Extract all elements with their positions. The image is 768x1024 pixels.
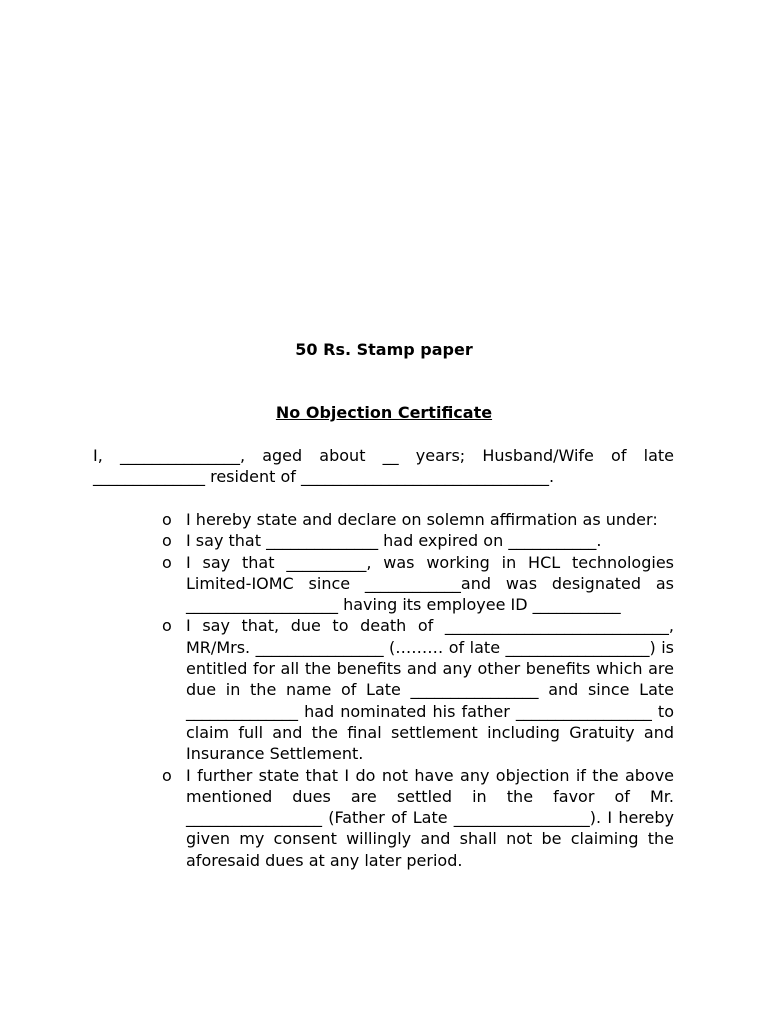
certificate-title: No Objection Certificate — [275, 403, 493, 422]
declaration-item — [0, 552, 674, 616]
declaration-item — [0, 530, 674, 551]
declaration-list — [0, 509, 768, 871]
bullet-marker: o — [162, 552, 172, 572]
declaration-item — [0, 509, 674, 530]
declaration-text: I say that ______________ had expired on ___________. — [186, 531, 602, 551]
declaration-item — [0, 765, 674, 871]
declaration-text: I further state that I do not have any objection if the above mentioned dues are settled in the favor of Mr. _________________ (Father of Late _________________). I hereby given my consent willingly and shall not be claiming the aforesaid dues at any later period. — [186, 765, 674, 870]
bullet-marker: o — [162, 765, 172, 785]
declaration-text: I hereby state and declare on solemn affirmation as under: — [186, 510, 658, 529]
stamp-paper-heading: 50 Rs. Stamp paper — [295, 340, 473, 359]
intro-paragraph — [93, 445, 674, 488]
bullet-marker: o — [162, 510, 172, 529]
intro-line-2: ______________ resident of _______________________________. — [93, 467, 555, 487]
declaration-text: I say that, due to death of ____________________________, MR/Mrs. ________________ (……… of late __________________) is entitled for all the benefits and any other benefits which are due in the name of Late ________________ and since Late ______________ had nominated his father _________________ to claim full and the final settlement including Gratuity and Insurance Settlement. — [186, 616, 674, 764]
declaration-item — [0, 615, 674, 764]
bullet-marker: o — [162, 531, 172, 551]
bullet-marker: o — [162, 616, 172, 636]
declaration-text: I say that __________, was working in HCL technologies Limited-IOMC since ____________and was designated as ___________________ having its employee ID ___________ — [186, 552, 674, 615]
intro-line-1: I, _______________, aged about __ years; Husband/Wife of late — [93, 446, 674, 465]
